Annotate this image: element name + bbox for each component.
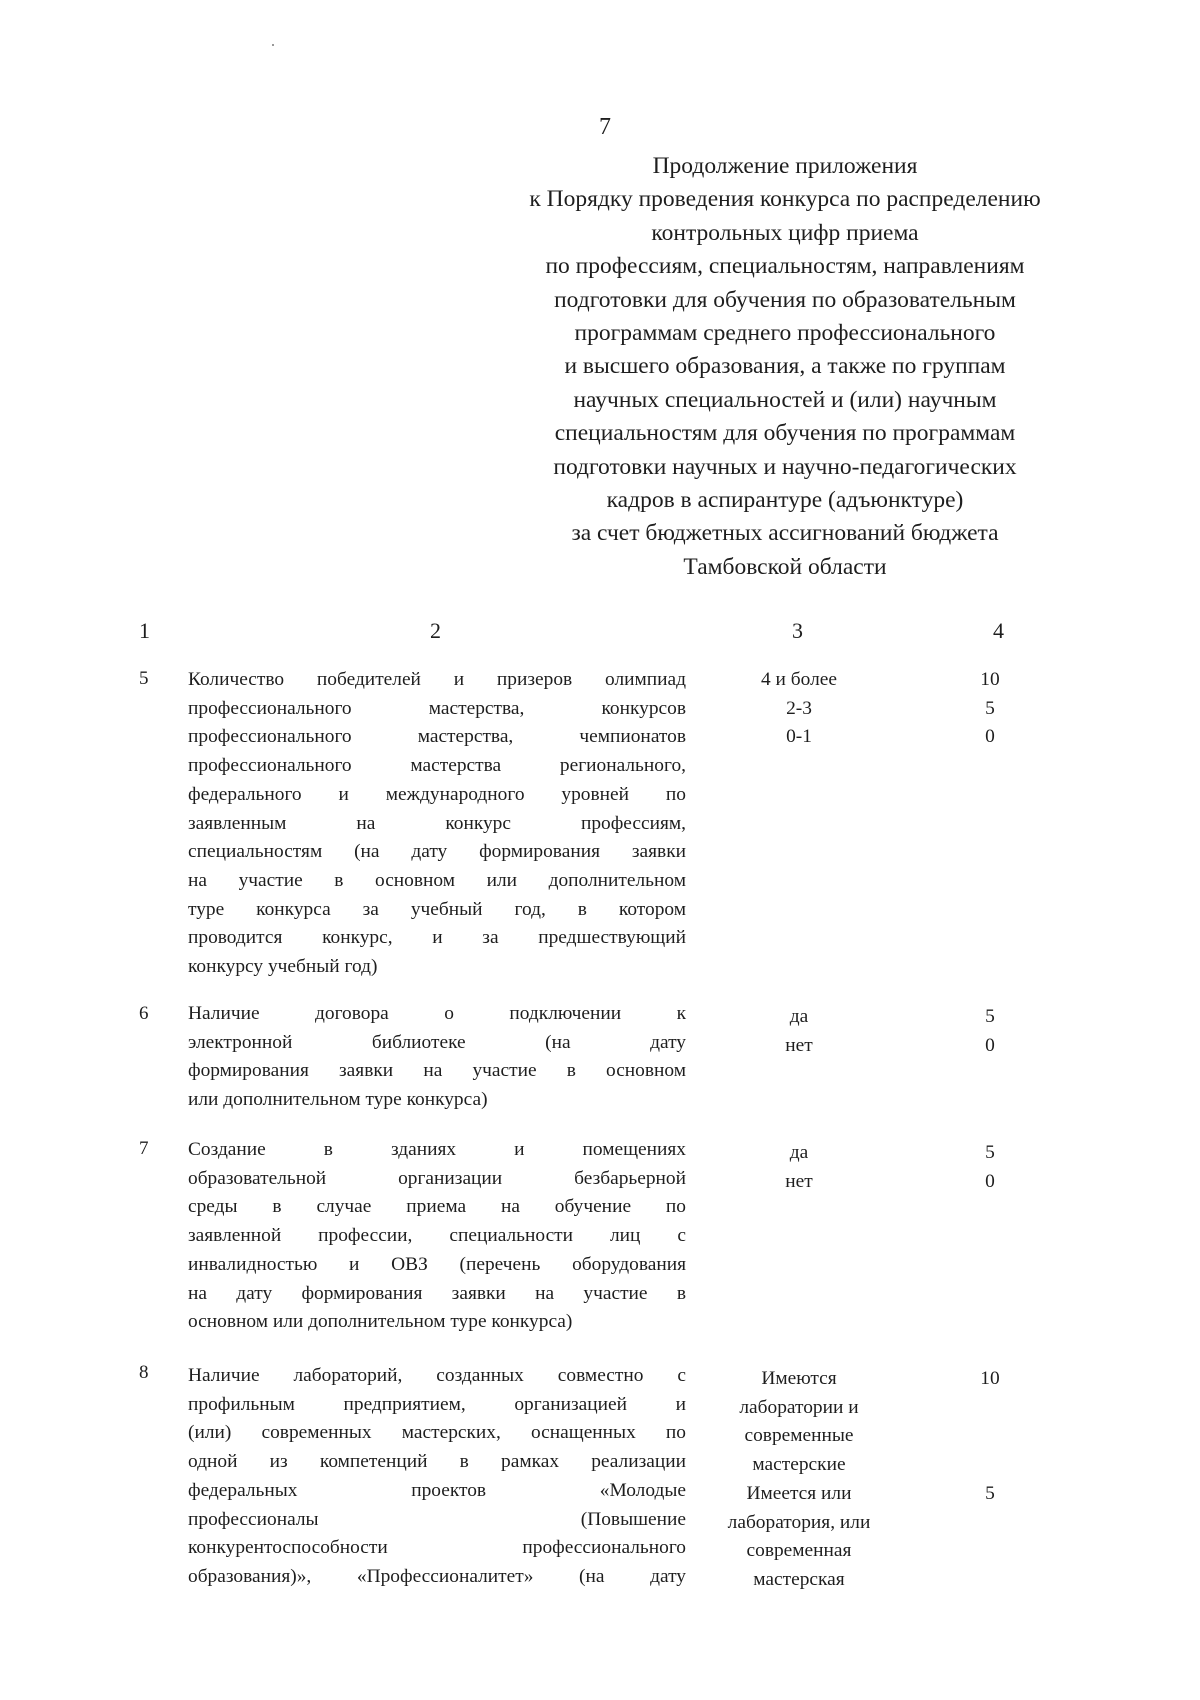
criterion-line: среды в случае приема на обучение по [188, 1196, 686, 1218]
header-line: подготовки научных и научно-педагогических [553, 453, 1017, 480]
value-option: Имеется или [746, 1482, 852, 1504]
criterion-text [188, 1000, 686, 1115]
column-header-4: 4 [993, 618, 1004, 643]
value-option: 2-3 [786, 697, 812, 719]
points-value: 10 [980, 669, 1000, 690]
criterion-line: проводится конкурс, и за предшествующий [188, 927, 686, 949]
value-option: лаборатории и [739, 1396, 859, 1418]
points [960, 1139, 1020, 1196]
points-value: 10 [980, 1368, 1000, 1389]
value-option: современная [746, 1540, 852, 1562]
criterion-line: Количество победителей и призеров олимпиад [188, 669, 686, 690]
value-option: 4 и более [761, 669, 837, 690]
criterion-line: федерального и международного уровней по [188, 783, 686, 805]
points [960, 1365, 1020, 1509]
points-value: 0 [985, 1170, 995, 1192]
criterion-line: Наличие договора о подключении к [188, 1003, 686, 1024]
criterion-line: или дополнительном туре конкурса) [188, 1089, 488, 1111]
header-line: подготовки для обучения по образовательным [554, 286, 1016, 313]
criterion-line: инвалидностью и ОВЗ (перечень оборудования [188, 1253, 686, 1275]
value-option: нет [785, 1170, 813, 1192]
column-header-1: 1 [139, 618, 150, 643]
points-value: 5 [985, 697, 995, 719]
points [960, 1003, 1020, 1060]
value-option: да [789, 1006, 809, 1027]
header-line: контрольных цифр приема [651, 219, 919, 246]
criterion-line: заявленным на конкурс профессиям, [188, 812, 686, 834]
value-options [690, 1365, 908, 1595]
points-value: 0 [985, 726, 995, 748]
criterion-line: профессионального мастерства, чемпионатов [188, 726, 686, 748]
row-number: 5 [139, 668, 149, 689]
criterion-line: (или) современных мастерских, оснащенных по [188, 1422, 686, 1444]
criterion-line: профессионального мастерства регионального, [188, 755, 686, 777]
criterion-line: формирования заявки на участие в основном [188, 1060, 686, 1082]
value-option: нет [785, 1034, 813, 1056]
criterion-line: одной из компетенций в рамках реализации [188, 1451, 686, 1473]
criterion-text [188, 1362, 686, 1592]
header-line: Тамбовской области [683, 553, 887, 580]
header-line: по профессиям, специальностям, направлениям [545, 253, 1025, 280]
header-line: программам среднего профессионального [574, 320, 996, 347]
points-value: 0 [985, 1034, 995, 1056]
criterion-text [188, 1136, 686, 1337]
points-value: 5 [985, 1482, 995, 1504]
header-line: научных специальностей и (или) научным [573, 386, 997, 413]
header-line: и высшего образования, а также по группам [564, 353, 1006, 380]
criterion-line: электронной библиотеке (на дату [188, 1031, 686, 1053]
page-number: 7 [599, 114, 611, 140]
value-option: да [789, 1142, 809, 1163]
value-option: лаборатория, или [727, 1511, 871, 1533]
criterion-line: конкурентоспособности профессионального [188, 1537, 686, 1559]
criterion-text [188, 666, 686, 982]
criterion-line: федеральных проектов «Молодые [188, 1479, 686, 1501]
criterion-line: заявленной профессии, специальности лиц с [188, 1225, 686, 1247]
points-spacer [960, 1451, 1020, 1480]
criterion-line: профильным предприятием, организацией и [188, 1393, 686, 1415]
criterion-line: на участие в основном или дополнительном [188, 869, 686, 891]
scan-artifact [272, 44, 274, 46]
criterion-line: конкурсу учебный год) [188, 956, 378, 978]
column-header-3: 3 [792, 618, 803, 643]
header-line: кадров в аспирантуре (адъюнктуре) [606, 487, 964, 514]
row-number: 6 [139, 1003, 149, 1024]
criterion-line: туре конкурса за учебный год, в котором [188, 898, 686, 920]
criterion-line: профессионального мастерства, конкурсов [188, 697, 686, 719]
row-number: 8 [139, 1362, 149, 1383]
header-line: специальностям для обучения по программам [554, 420, 1016, 447]
column-header-2: 2 [430, 618, 441, 643]
points-spacer [960, 1422, 1020, 1451]
points-value: 5 [985, 1006, 995, 1027]
appendix-header [460, 150, 1110, 584]
criterion-line: специальностям (на дату формирования заявки [188, 841, 686, 863]
points-value: 5 [985, 1142, 995, 1163]
value-option: 0-1 [786, 726, 812, 748]
criterion-line: Наличие лабораторий, созданных совместно с [188, 1365, 686, 1386]
value-options [690, 1003, 908, 1060]
criterion-line: на дату формирования заявки на участие в [188, 1282, 686, 1304]
value-option: мастерская [753, 1568, 845, 1590]
value-options [690, 666, 908, 752]
header-line: Продолжение приложения [652, 153, 918, 179]
points [960, 666, 1020, 752]
value-option: Имеются [761, 1368, 837, 1389]
value-options [690, 1139, 908, 1196]
criterion-line: профессионалы (Повышение [188, 1508, 686, 1530]
criterion-line: Создание в зданиях и помещениях [188, 1139, 686, 1160]
criterion-line: образовательной организации безбарьерной [188, 1167, 686, 1189]
value-option: современные [744, 1425, 854, 1447]
criterion-line: образования)», «Профессионалитет» (на дату [188, 1565, 686, 1587]
value-option: мастерские [752, 1454, 846, 1476]
criterion-line: основном или дополнительном туре конкурса) [188, 1311, 573, 1333]
header-line: к Порядку проведения конкурса по распределению [529, 186, 1041, 213]
header-line: за счет бюджетных ассигнований бюджета [571, 520, 999, 547]
row-number: 7 [139, 1138, 149, 1159]
points-spacer [960, 1394, 1020, 1423]
